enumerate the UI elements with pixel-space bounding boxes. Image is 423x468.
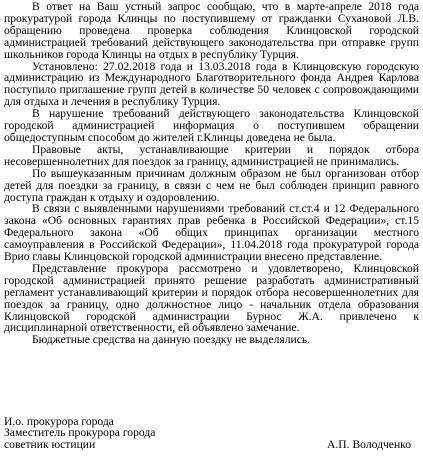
signatory-name: А.П. Володченко — [327, 437, 411, 451]
paragraph-1: В ответ на Ваш устный запрос сообщаю, что в марте-апреле 2018 года прокуратурой города Клинцы по поступившему от гражданки Сухановой Л.В. обращению проведена проверка соблюдения Клинцовской городской администрацией требований действующего законодательства при отправке групп школьников города Клинцы на отдых в республику Турция. — [4, 0, 419, 61]
paragraph-5: По вышеуказанным причинам должным образом не был организован отбор детей для поездки за границу, в связи с чем не был соблюден принцип равного доступа граждан к отдыху и оздоровлению. — [4, 166, 419, 204]
paragraph-7: Представление прокурора рассмотрено и удовлетворено, Клинцовской городской администрацией принято решение разработать административный регламент устанавливающий критерии и порядок отбора несовершеннолетних для поездок за границу, одно должностное лицо - начальник отдела образования Клинцовской городской администрации Бурнос Ж.А. привлечено к дисциплинарной ответственности, ей объявлено замечание. — [4, 261, 419, 335]
signature-block — [4, 416, 417, 450]
signature-title-2: Заместитель прокурора города — [4, 426, 156, 440]
signature-title-3: советник юстиции — [4, 437, 96, 451]
paragraph-2: Установлено: 27.02.2018 года и 13.03.2018 года в Клинцовскую городскую администрацию из Международного Благотворительного фонда Андрея Карлова поступило приглашение групп детей в количестве 50 человек с сопровождающими для отдыха и лечения в республику Турция. — [4, 59, 419, 109]
signature-title-1: И.о. прокурора города — [4, 415, 114, 428]
paragraph-3: В нарушение требований действующего законодательства Клинцовской городской администрацией информация о поступившем обращении общедоступным способом до жителей г.Клинцы доведена не была. — [4, 107, 419, 144]
signature-line-3 — [4, 439, 417, 450]
paragraph-8: Бюджетные средства на данную поездку не выделялись. — [32, 333, 311, 347]
paragraph-6: В связи с выявленными нарушениями требований ст.ст.4 и 12 Федерального закона «Об основных гарантиях прав ребенка в Российской Федерации», ст.15 Федерального закона «Об общих принципах организации местного самоуправления в Российской Федерации», 11.04.2018 года прокуратурой города Врио главы Клинцовской городской администрации внесено представление. — [4, 202, 419, 264]
letter-body — [4, 1, 419, 346]
paragraph-4: Правовые акты, устанавливающие критерии и порядок отбора несовершеннолетних для поездок за границу, администрацией не принимались. — [4, 142, 419, 168]
